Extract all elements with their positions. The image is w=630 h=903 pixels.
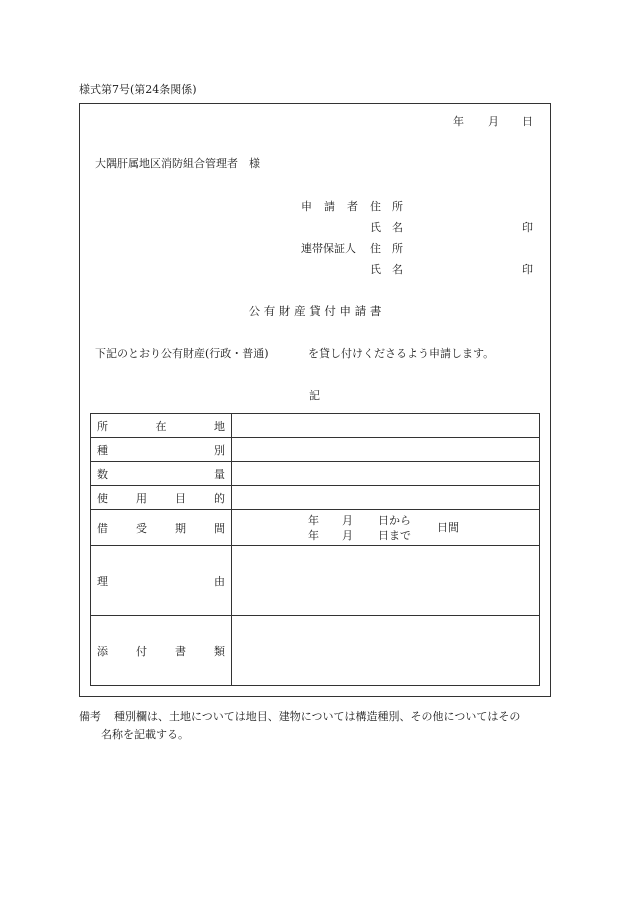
- date-day-label: 日: [522, 115, 533, 128]
- row-label-quantity: 数 量: [91, 462, 232, 486]
- table-row: [91, 546, 540, 616]
- reason-value-cell[interactable]: [232, 546, 540, 616]
- intro-text-part1: 下記のとおり公有財産(行政・普通): [95, 347, 269, 360]
- form-number: 様式第7号(第24条関係): [79, 83, 197, 96]
- table-row: [91, 462, 540, 486]
- applicant-seal: 印: [522, 221, 533, 234]
- ki-heading: 記: [309, 389, 320, 402]
- applicant-heading-char-1: 申: [301, 200, 312, 213]
- period-end-suffix: 日まで: [378, 529, 411, 542]
- period-value-cell[interactable]: [232, 510, 540, 546]
- note-label: 備考: [79, 710, 101, 723]
- applicant-name-label: 氏 名: [370, 221, 403, 234]
- quantity-value-cell[interactable]: [232, 462, 540, 486]
- location-value-cell[interactable]: [232, 414, 540, 438]
- table-row: [91, 616, 540, 686]
- period-end-year: 年: [308, 529, 319, 542]
- period-start-year: 年: [308, 514, 319, 527]
- guarantor-seal: 印: [522, 263, 533, 276]
- intro-text-part2: を貸し付けくださるよう申請します。: [308, 347, 495, 360]
- row-label-type: 種 別: [91, 438, 232, 462]
- period-start-suffix: 日から: [378, 514, 411, 527]
- guarantor-name-label: 氏 名: [370, 263, 403, 276]
- details-table: [90, 413, 540, 686]
- table-row: [91, 510, 540, 546]
- period-start-month: 月: [342, 514, 353, 527]
- row-label-purpose: 使 用 目 的: [91, 486, 232, 510]
- row-label-attachments: 添 付 書 類: [91, 616, 232, 686]
- attachments-value-cell[interactable]: [232, 616, 540, 686]
- row-label-location: 所 在 地: [91, 414, 232, 438]
- guarantor-address-label: 住 所: [370, 242, 403, 255]
- row-label-reason: 理 由: [91, 546, 232, 616]
- applicant-address-label: 住 所: [370, 200, 403, 213]
- document-title: 公 有 財 産 貸 付 申 請 書: [248, 304, 382, 318]
- applicant-heading-char-3: 者: [347, 200, 358, 213]
- addressee: 大隅肝属地区消防組合管理者 様: [95, 157, 260, 170]
- table-row: [91, 414, 540, 438]
- table-row: [91, 438, 540, 462]
- note-line-2: 名称を記載する。: [101, 728, 189, 741]
- applicant-heading-char-2: 請: [324, 200, 335, 213]
- table-row: [91, 486, 540, 510]
- guarantor-heading: 連帯保証人: [301, 242, 356, 255]
- type-value-cell[interactable]: [232, 438, 540, 462]
- period-end-month: 月: [342, 529, 353, 542]
- period-days-label: 日間: [437, 521, 459, 534]
- date-year-label: 年: [453, 115, 464, 128]
- purpose-value-cell[interactable]: [232, 486, 540, 510]
- note-line-1: 種別欄は、土地については地目、建物については構造種別、その他についてはその: [114, 710, 521, 723]
- date-month-label: 月: [488, 115, 499, 128]
- row-label-period: 借 受 期 間: [91, 510, 232, 546]
